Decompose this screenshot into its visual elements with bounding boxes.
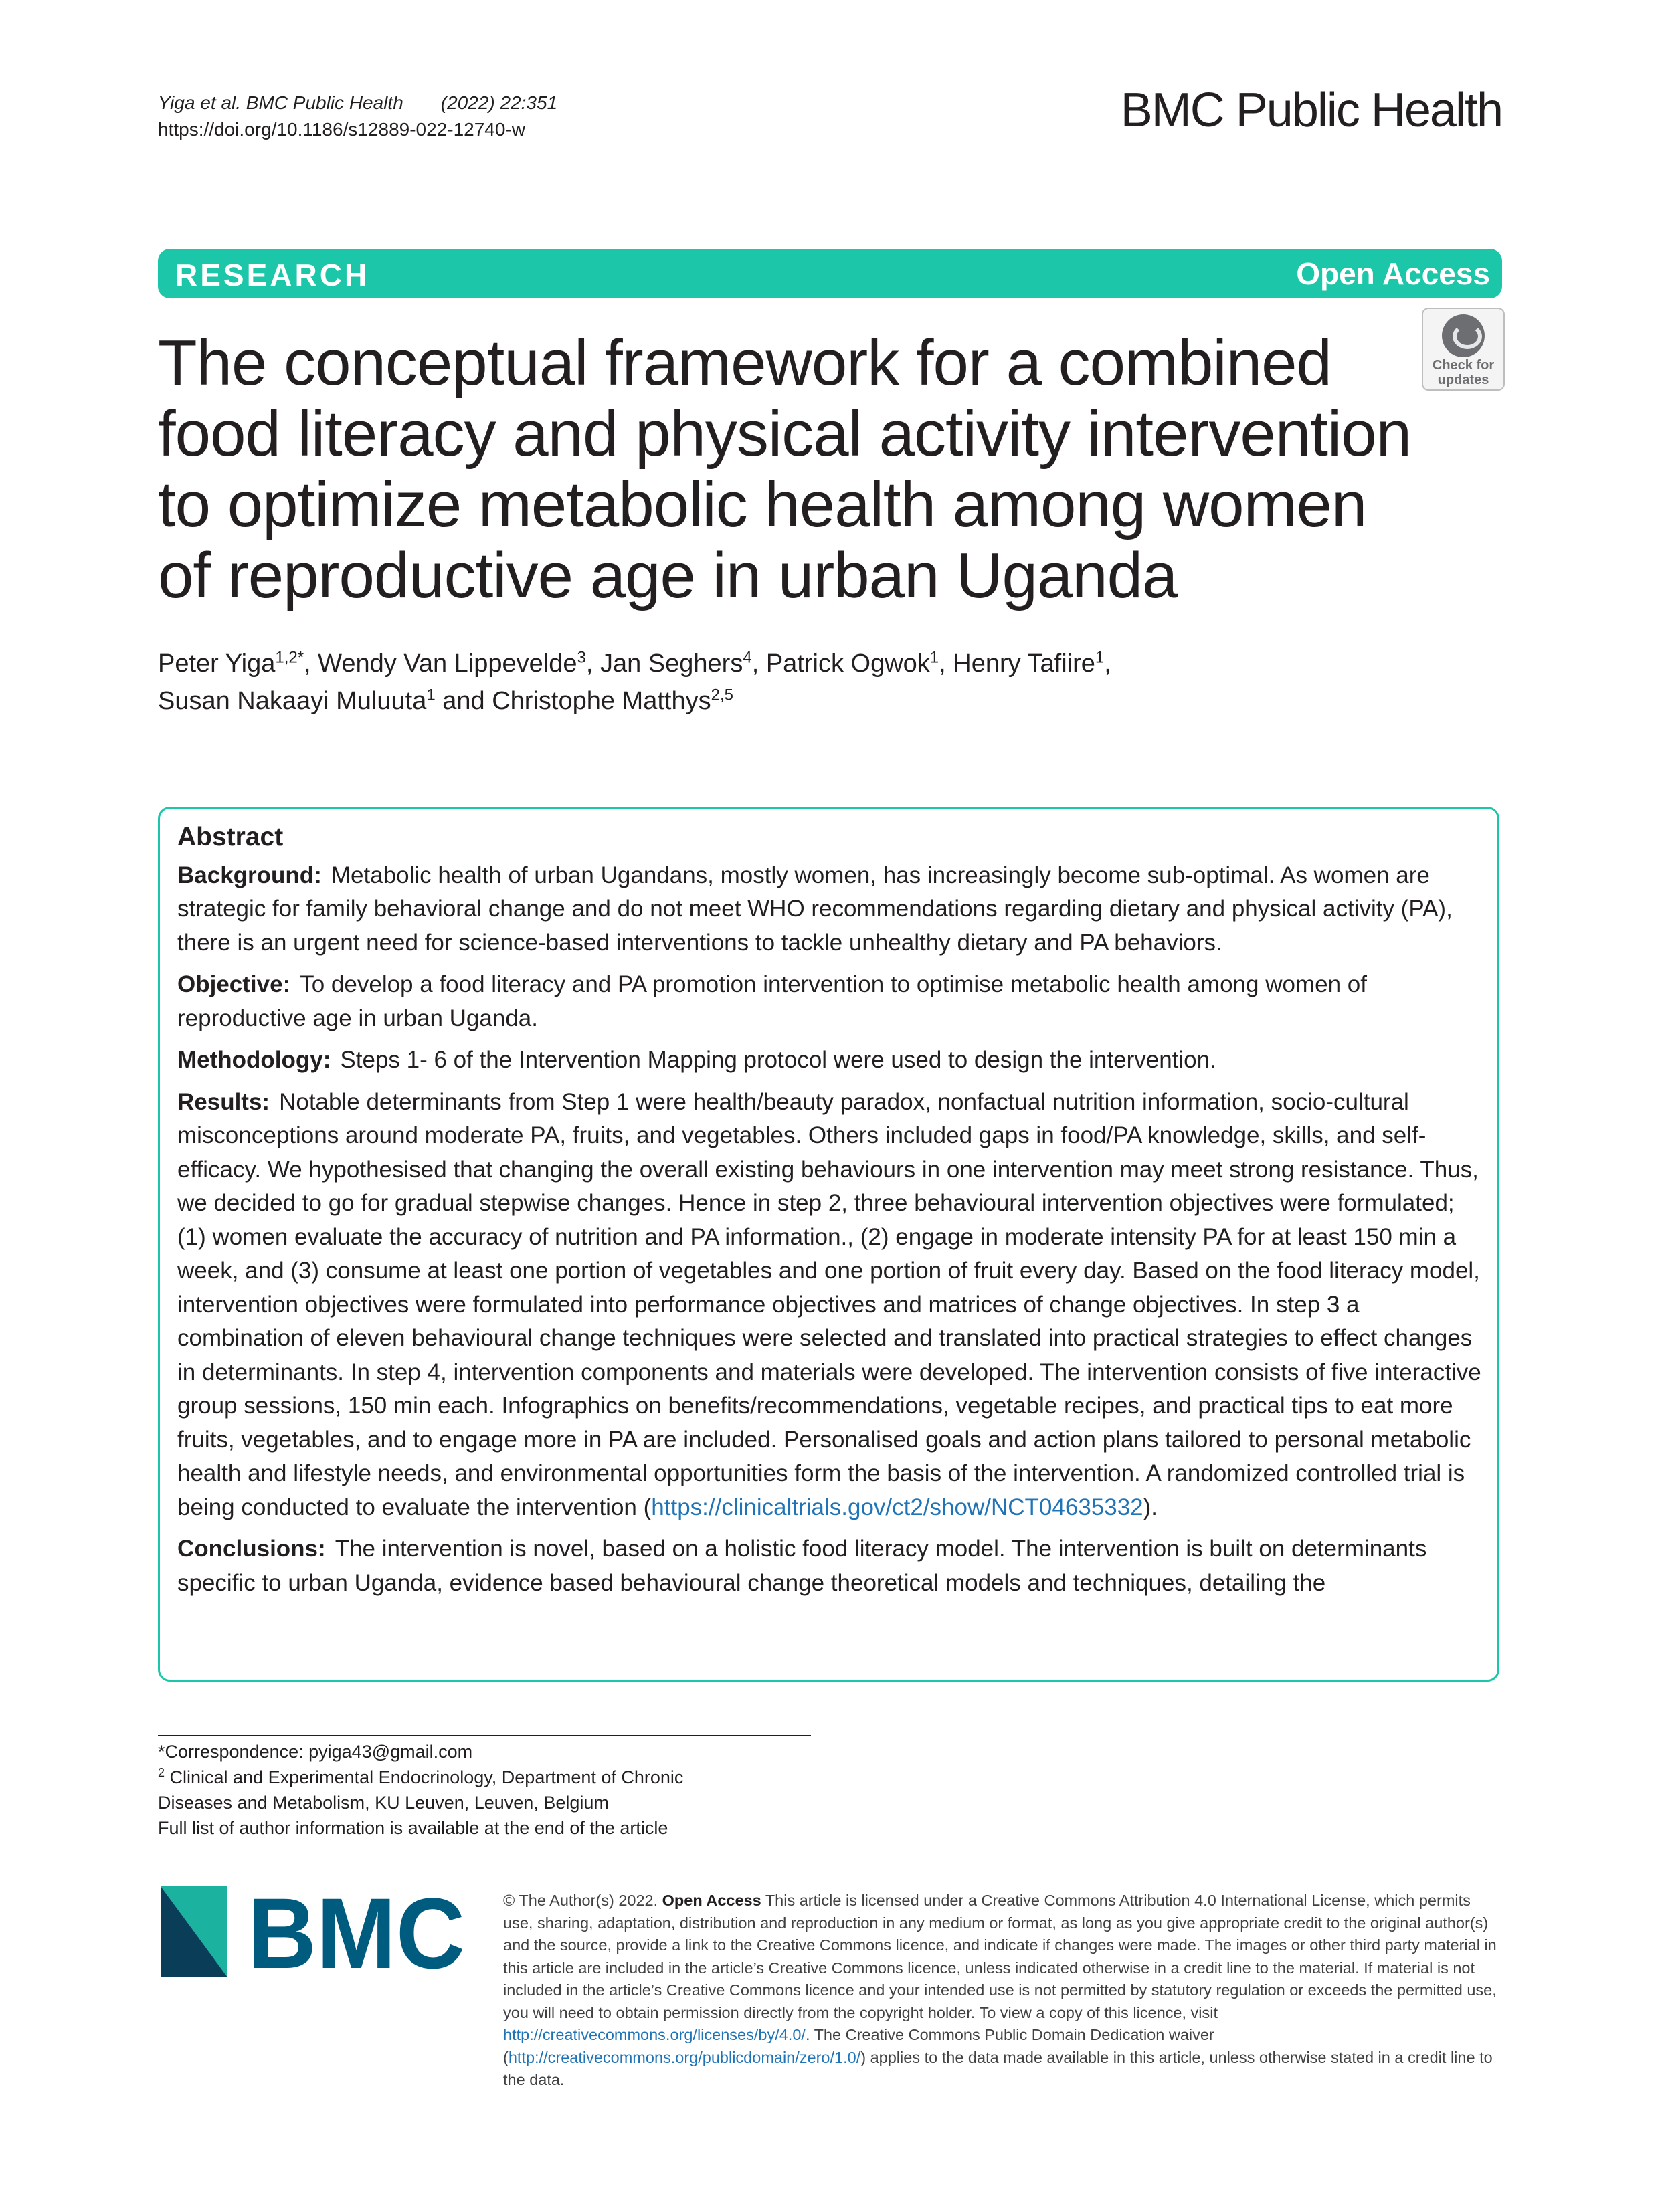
open-access-text: Open Access: [662, 1892, 761, 1909]
article-type-bar: [158, 249, 1502, 298]
section-text: Notable determinants from Step 1 were health/beauty paradox, nonfactual nutrition information, socio-cultural misconceptions around moderate PA, fruits, and vegetables. Others included gaps in food/PA knowledge, skills, and self-efficacy. We hypothesised that changing the overall existing behaviours in one intervention may meet strong resistance. Thus, we decided to go for gradual stepwise changes. Hence in step 2, three behavioural intervention objectives were formulated; (1) women evaluate the accuracy of nutrition and PA information., (2) engage in moderate intensity PA for at least 150 min a week, and (3) consume at least one portion of vegetables and one portion of fruit every day. Based on the food literacy model, intervention objectives were formulated into performance objectives and matrices of change objectives. In step 3 a combination of eleven behavioural change techniques were selected and translated into practical strategies to effect changes in determinants. In step 4, intervention components and materials were developed. The intervention consists of five interactive group sessions, 150 min each. Infographics on benefits/recommendations, vegetable recipes, and practical tips to eat more fruits, vegetables, and to engage more in PA are included. Personalised goals and action plans tailored to personal metabolic health and lifestyle needs, and environmental opportunities form the basis of the intervention. A randomized controlled trial is being conducted to evaluate the intervention (: [177, 1088, 1481, 1520]
check-updates-line2: updates: [1437, 373, 1489, 387]
section-label: Background:: [177, 862, 322, 888]
author-name[interactable]: Wendy Van Lippevelde: [318, 649, 577, 678]
section-label: Results:: [177, 1088, 270, 1115]
article-title: The conceptual framework for a combined food literacy and physical activity intervention to optimize metabolic health among women of reproductive age in urban Uganda: [158, 327, 1411, 611]
author-affiliation: 2,5: [711, 686, 733, 704]
section-text: Steps 1- 6 of the Intervention Mapping protocol were used to design the intervention.: [340, 1047, 1216, 1073]
licence-text: This article is licensed under a Creative Commons Attribution 4.0 International License, which permits use, sharing, adaptation, distribution and reproduction in any medium or format, as long as you give appropriate credit to the original author(s) and the source, provide a link to the Creative Commons licence, and indicate if changes were made. The images or other third party material in this article are included in the article’s Creative Commons licence, unless indicated otherwise in a credit line to the material. If material is not included in the article’s Creative Commons licence and your intended use is not permitted by statutory regulation or exceeds the permitted use, you will need to obtain permission directly from the copyright holder. To view a copy of this licence, visit: [503, 1892, 1497, 2021]
author-affiliation: 1: [929, 648, 939, 667]
abstract-methodology: [177, 1043, 1482, 1078]
author-separator: ,: [1104, 649, 1111, 678]
licence-text-2: . The Creative Commons Public Domain Dedication waiver (: [503, 2026, 1214, 2066]
author-affiliation: 1,2*: [275, 648, 304, 667]
cc-zero-link[interactable]: http://creativecommons.org/publicdomain/zero/1.0/: [508, 2048, 861, 2066]
section-text: The intervention is novel, based on a holistic food literacy model. The intervention is built on determinants specific to urban Uganda, evidence based behavioural change theoretical models and techniques, detailing the: [177, 1536, 1427, 1596]
author-affiliation: 1: [1095, 648, 1105, 667]
author-separator: ,: [304, 649, 318, 678]
abstract-objective: [177, 968, 1482, 1035]
copyright-text: © The Author(s) 2022.: [503, 1892, 658, 1909]
author-name[interactable]: Henry Tafiire: [953, 649, 1095, 678]
journal-name: BMC Public Health: [1120, 84, 1502, 137]
author-name[interactable]: Christophe Matthys: [492, 687, 711, 715]
abstract-results: [177, 1086, 1482, 1525]
open-access-label: Open Access: [1296, 256, 1490, 291]
author-affiliation: 4: [743, 648, 752, 667]
author-separator: and: [435, 687, 492, 715]
licence-text-3: ) applies to the data made available in this article, unless otherwise stated in a credit line to the data.: [503, 2048, 1493, 2088]
bmc-logo: [161, 1886, 468, 1977]
author-separator: ,: [585, 649, 600, 678]
author-affiliation: 1: [426, 686, 436, 704]
section-label: Objective:: [177, 971, 291, 997]
author-name[interactable]: Peter Yiga: [158, 649, 276, 678]
section-text-end: ).: [1143, 1494, 1158, 1520]
check-updates-icon: [1442, 314, 1485, 357]
section-text: To develop a food literacy and PA promotion intervention to optimise metabolic health among women of reproductive age in urban Uganda.: [177, 971, 1367, 1031]
author-info-note: Full list of author information is available at the end of the article: [158, 1818, 668, 1838]
footnotes: [158, 1739, 827, 1841]
affiliation-line-2: Diseases and Metabolism, KU Leuven, Leuven, Belgium: [158, 1793, 609, 1813]
article-type-label: RESEARCH: [175, 258, 370, 292]
cc-licence-link[interactable]: http://creativecommons.org/licenses/by/4.0/: [503, 2026, 806, 2043]
affiliation-line: [158, 1765, 827, 1790]
author-name[interactable]: Patrick Ogwok: [765, 649, 930, 678]
doi-link[interactable]: https://doi.org/10.1186/s12889-022-12740-w: [158, 119, 525, 140]
check-for-updates-button[interactable]: [1422, 308, 1505, 391]
logo-text: BMC: [248, 1886, 465, 1977]
abstract-heading: Abstract: [177, 823, 284, 851]
author-list: [158, 645, 1463, 720]
running-head: [158, 90, 557, 143]
author-name[interactable]: Susan Nakaayi Muluuta: [158, 687, 427, 715]
licence-statement: [503, 1890, 1500, 2092]
abstract-background: [177, 859, 1482, 961]
check-updates-line1: Check for: [1432, 358, 1495, 373]
section-label: Conclusions:: [177, 1536, 326, 1562]
section-label: Methodology:: [177, 1047, 331, 1073]
section-text: Metabolic health of urban Ugandans, mostly women, has increasingly become sub-optimal. As women are strategic for family behavioral change and do not meet WHO recommendations regarding dietary and physical activity (PA), there is an urgent need for science-based interventions to tackle unhealthy dietary and PA behaviors.: [177, 862, 1453, 956]
affiliation-text: Clinical and Experimental Endocrinology, Department of Chronic: [169, 1767, 684, 1787]
abstract-box: [158, 807, 1499, 1682]
correspondence-email[interactable]: *Correspondence: pyiga43@gmail.com: [158, 1742, 473, 1762]
author-name[interactable]: Jan Seghers: [600, 649, 743, 678]
abstract-conclusions: [177, 1532, 1482, 1600]
journal-citation: Yiga et al. BMC Public Health: [158, 92, 403, 113]
footnote-divider: [158, 1735, 811, 1736]
author-separator: ,: [939, 649, 953, 678]
trial-registry-link[interactable]: https://clinicaltrials.gov/ct2/show/NCT04635332: [651, 1494, 1143, 1520]
affiliation-number: 2: [158, 1766, 165, 1779]
author-affiliation: 3: [577, 648, 586, 667]
volume-citation: (2022) 22:351: [440, 92, 558, 113]
author-separator: ,: [751, 649, 766, 678]
abstract-content: [177, 821, 1482, 1608]
